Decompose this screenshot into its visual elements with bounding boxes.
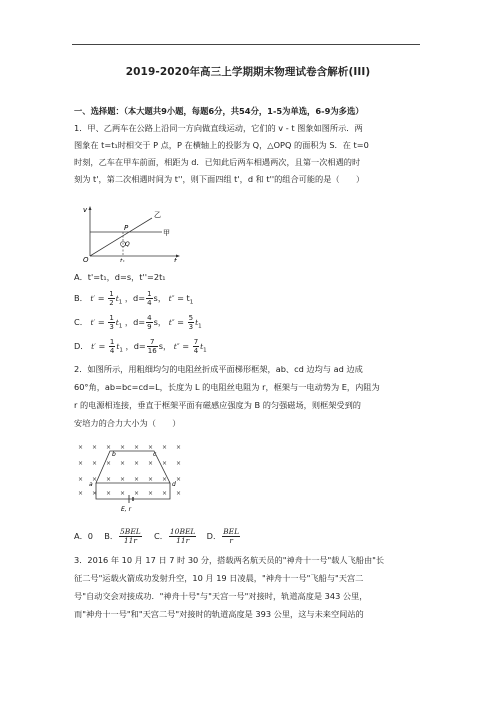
q3-stem-line-3: 号"自动交会对接成功．"神舟十号"与"天宫一号"对接时，轨道高度是 343 公里， (74, 591, 368, 601)
math-d: ，d= (125, 341, 146, 351)
field-cross: × (162, 490, 168, 497)
field-cross: × (78, 460, 84, 467)
q1-option-d (74, 338, 207, 355)
q1-option-b (74, 290, 193, 307)
math-eq: = (98, 341, 106, 351)
q1-fig-o: O (83, 256, 89, 262)
math-t-dprime: t″ (168, 294, 175, 303)
field-cross: × (134, 476, 140, 483)
frac-den: 16 (147, 347, 157, 355)
fraction (109, 338, 115, 355)
field-cross: × (120, 444, 126, 451)
q1-vt-graph (82, 204, 182, 262)
q1-fig-yi: 乙 (154, 211, 161, 219)
math-s: s， (153, 293, 167, 303)
math-eq: = (97, 293, 105, 303)
q3-stem-line-1: 3．2016 年 10 月 17 日 7 时 30 分，搭载两名航天员的"神舟十一号"载人飞船由"长 (74, 555, 385, 565)
frac-den: 9 (147, 323, 152, 331)
q2-stem-line-4: 安培力的合力大小为（ ） (74, 418, 181, 428)
frac-den: 2 (109, 299, 114, 307)
field-cross: × (176, 460, 182, 467)
fraction (108, 290, 114, 307)
math-eq: = (97, 317, 105, 327)
page-title: 2019-2020年高三上学期期末物理试卷含解析(III) (125, 66, 371, 78)
q1-fig-p: P (124, 224, 129, 232)
q2-fig-a: a (89, 481, 93, 488)
fraction (147, 338, 158, 355)
frac-den: 3 (188, 323, 194, 331)
q1-stem-line-1: 1．甲、乙两车在公路上沿同一方向做直线运动，它们的 v - t 图象如图所示．两 (74, 123, 363, 133)
field-cross: × (162, 460, 168, 467)
q2-option-d-fraction (222, 528, 240, 545)
frac-den: 11r (176, 536, 190, 545)
field-cross: × (148, 460, 154, 467)
q2-option-a: A．0 (74, 531, 93, 541)
option-label: C． (74, 317, 88, 327)
q1-stem-line-3: 时刻，乙车在甲车前面，相距为 d．已知此后两车相遇两次，且第一次相遇的时 (74, 157, 361, 167)
field-cross: × (92, 490, 98, 497)
fraction (146, 290, 152, 307)
frac-den: 4 (193, 347, 199, 355)
field-cross: × (162, 444, 168, 451)
q2-option-c-label: C． (154, 531, 168, 541)
math-t: t (200, 342, 204, 351)
field-cross: × (148, 476, 154, 483)
field-cross: × (78, 444, 84, 451)
math-d: ，d= (124, 293, 146, 303)
q2-option-d-label: D． (206, 531, 222, 541)
q2-magnetic-field-figure (74, 443, 186, 515)
math-t: t (115, 294, 119, 303)
math-sub: 1 (189, 299, 194, 306)
math-sub: 1 (119, 347, 123, 354)
math-t-prime: t′ (91, 342, 96, 351)
field-cross: × (106, 460, 112, 467)
field-cross: × (120, 490, 126, 497)
q2-fig-c: c (153, 451, 157, 458)
field-cross: × (134, 460, 140, 467)
q2-stem-line-1: 2．如图所示，用粗细均匀的电阻丝折成平面梯形框架，ab、cd 边均与 ad 边成 (74, 364, 363, 374)
q2-option-b-fraction (119, 528, 142, 545)
field-cross: × (120, 476, 126, 483)
math-t-prime: t′ (90, 294, 96, 303)
q2-stem-line-3: r 的电源相连接，垂直于框架平面有磁感应强度为 B 的匀强磁场，则框架受到的 (74, 400, 361, 410)
frac-num: 1 (109, 338, 115, 346)
math-sub: 1 (118, 299, 123, 306)
frac-num: 1 (147, 290, 152, 298)
field-cross: × (78, 490, 84, 497)
math-t-prime: t′ (90, 318, 96, 327)
q1-fig-v: v (83, 206, 88, 214)
math-t: t (115, 318, 119, 327)
math-s: s， (158, 341, 172, 351)
frac-den: r (229, 536, 233, 545)
math-sub: 1 (118, 323, 123, 330)
q1-option-c (74, 314, 202, 331)
q1-stem-line-2: 图象在 t=t₁时相交于 P 点，P 在横轴上的投影为 Q，△OPQ 的面积为 S．在 t=0 (74, 140, 369, 150)
option-label: B． (74, 293, 88, 303)
q1-option-a: A．t'=t₁，d=s，t''=2t₁ (74, 272, 166, 282)
math-eq: = (182, 341, 190, 351)
q1-fig-jia: 甲 (163, 229, 170, 237)
section-heading: 一、选择题：（本大题共9小题，每题6分，共54分，1-5为单选，6-9为多选） (74, 106, 364, 116)
math-s: s， (153, 317, 167, 327)
q2-stem-line-2: 60°角，ab=bc=cd=L，长度为 L 的电阻丝电阻为 r，框架与一电动势为 E，内阻为 (74, 382, 380, 392)
field-cross: × (134, 490, 140, 497)
q1-stem-line-4: 刻为 t'，第二次相遇时间为 t''，则下面四组 t'，d 和 t''的组合可能的是（ ） (74, 174, 365, 184)
field-cross: × (176, 476, 182, 483)
frac-num: 7 (193, 338, 199, 346)
field-cross: × (176, 490, 182, 497)
field-cross: × (92, 460, 98, 467)
q3-stem-line-4: 而"神舟十一号"和"天宫二号"对接时的轨道高度是 393 公里，这与未来空间站的 (74, 609, 364, 619)
field-cross: × (120, 460, 126, 467)
field-cross: × (92, 444, 98, 451)
field-cross: × (162, 476, 168, 483)
q2-fig-d: d (172, 481, 176, 488)
math-t: t (116, 342, 120, 351)
math-sub: 1 (198, 323, 202, 330)
frac-num: 1 (109, 314, 114, 322)
q2-option-b-label: B． (104, 531, 119, 541)
frac-num: 1 (109, 290, 114, 298)
q1-fig-t: t (174, 257, 177, 262)
frac-den: 3 (109, 323, 114, 331)
fraction (108, 314, 114, 331)
frac-num: 10BEL (169, 527, 196, 536)
math-eq: = (177, 317, 185, 327)
header-rule (72, 44, 420, 45)
q2-option-c-fraction (169, 528, 197, 545)
field-cross: × (148, 490, 154, 497)
field-cross: × (106, 490, 112, 497)
option-label: D． (74, 341, 89, 351)
frac-num: 7 (147, 338, 158, 347)
math-t: t (195, 318, 199, 327)
q2-fig-b: b (112, 451, 116, 458)
fraction (188, 314, 194, 331)
q2-options (74, 528, 241, 545)
math-d: ，d= (124, 317, 146, 327)
field-cross: × (148, 444, 154, 451)
math-t-dprime: t″ (173, 342, 180, 351)
frac-num: 5 (188, 314, 194, 322)
q1-fig-q: Q (125, 241, 130, 248)
field-cross: × (134, 444, 140, 451)
q2-fig-er: E, r (121, 506, 132, 513)
fraction (146, 314, 152, 331)
math-eq: = t (177, 293, 190, 303)
frac-den: 4 (147, 299, 152, 307)
field-cross: × (106, 444, 112, 451)
frac-num: 5BEL (120, 527, 141, 536)
frac-num: 4 (147, 314, 152, 322)
frac-den: 4 (109, 347, 115, 355)
q1-fig-t1: t₁ (120, 258, 125, 262)
math-t-dprime: t″ (168, 318, 175, 327)
field-cross: × (92, 476, 98, 483)
frac-den: 11r (123, 536, 137, 545)
fraction (193, 338, 199, 355)
field-cross: × (106, 476, 112, 483)
q3-stem-line-2: 征二号"运载火箭成功发射升空，10 月 19 日凌晨，"神舟十一号"飞船与"天宫二 (74, 573, 364, 583)
field-cross: × (176, 444, 182, 451)
frac-num: BEL (223, 527, 240, 536)
math-sub: 1 (203, 347, 207, 354)
field-cross: × (78, 476, 84, 483)
